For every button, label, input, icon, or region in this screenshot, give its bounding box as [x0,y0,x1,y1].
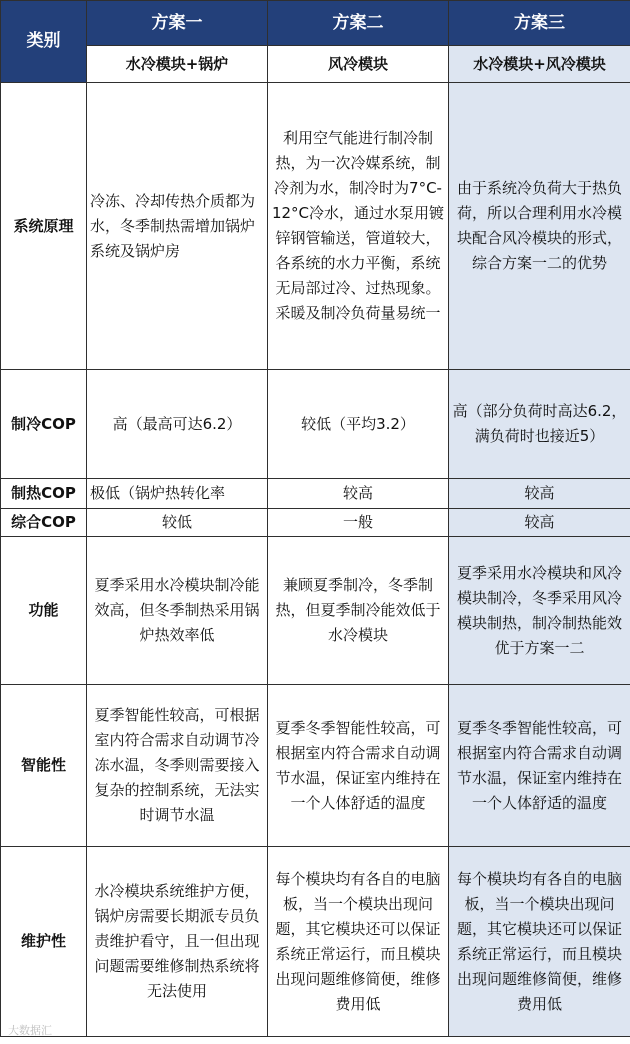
plan3-cell: 由于系统冷负荷大于热负荷，所以合理利用水冷模块配合风冷模块的形式，综合方案一二的优势 [449,83,630,370]
plan3-header: 方案三 [449,1,630,46]
plan1-cell: 极低（锅炉热转化率 [87,479,268,509]
plan2-cell: 较低（平均3.2） [268,370,449,479]
table-row [1,370,630,479]
table-row [1,537,630,685]
plan2-cell: 每个模块均有各自的电脑板，当一个模块出现问题，其它模块还可以保证系统正常运行，而且模块出现问题维修简便，维修费用低 [268,847,449,1037]
table-row [1,685,630,847]
plan3-cell: 夏季冬季智能性较高，可根据室内符合需求自动调节水温，保证室内维持在一个人体舒适的温度 [449,685,630,847]
plan2-cell: 兼顾夏季制冷，冬季制热，但夏季制冷能效低于水冷模块 [268,537,449,685]
table-row [1,83,630,370]
table-row [1,847,630,1037]
row-category: 系统原理 [1,83,87,370]
plan1-cell: 夏季智能性较高，可根据室内符合需求自动调节冷冻水温，冬季则需要接入复杂的控制系统，无法实时调节水温 [87,685,268,847]
plan2-cell: 较高 [268,479,449,509]
plan2-cell: 夏季冬季智能性较高，可根据室内符合需求自动调节水温，保证室内维持在一个人体舒适的温度 [268,685,449,847]
row-category: 制冷COP [1,370,87,479]
plan3-cell: 较高 [449,479,630,509]
category-header: 类别 [1,1,87,83]
row-category: 制热COP [1,479,87,509]
plan1-cell: 水冷模块系统维护方便，锅炉房需要长期派专员负责维护看守，且一但出现问题需要维修制热系统将无法使用 [87,847,268,1037]
row-category: 智能性 [1,685,87,847]
plan3-cell: 夏季采用水冷模块和风冷模块制冷，冬季采用风冷模块制热，制冷制热能效优于方案一二 [449,537,630,685]
plan3-cell: 较高 [449,509,630,537]
subheader-row [1,46,630,83]
plan2-cell: 利用空气能进行制冷制热，为一次冷媒系统，制冷剂为水，制冷时为7°C-12°C冷水，通过水泵用镀锌钢管输送，管道较大，各系统的水力平衡，系统无局部过冷、过热现象。采暖及制冷负荷量易统一 [268,83,449,370]
plan2-header: 方案二 [268,1,449,46]
plan3-subheader: 水冷模块+风冷模块 [449,46,630,83]
plan2-cell: 一般 [268,509,449,537]
table-row [1,479,630,509]
plan1-cell: 高（最高可达6.2） [87,370,268,479]
header-row [1,1,630,46]
table-row [1,509,630,537]
row-category: 功能 [1,537,87,685]
plan2-subheader: 风冷模块 [268,46,449,83]
row-category: 维护性 [1,847,87,1037]
row-category: 综合COP [1,509,87,537]
plan1-cell: 较低 [87,509,268,537]
plan1-header: 方案一 [87,1,268,46]
plan3-cell: 高（部分负荷时高达6.2，满负荷时也接近5） [449,370,630,479]
plan3-cell: 每个模块均有各自的电脑板，当一个模块出现问题，其它模块还可以保证系统正常运行，而且模块出现问题维修简便，维修费用低 [449,847,630,1037]
watermark: 大数据汇 [8,1024,52,1037]
plan1-subheader: 水冷模块+锅炉 [87,46,268,83]
plan1-cell: 夏季采用水冷模块制冷能效高，但冬季制热采用锅炉热效率低 [87,537,268,685]
plan1-cell: 冷冻、冷却传热介质都为水，冬季制热需增加锅炉系统及锅炉房 [87,83,268,370]
